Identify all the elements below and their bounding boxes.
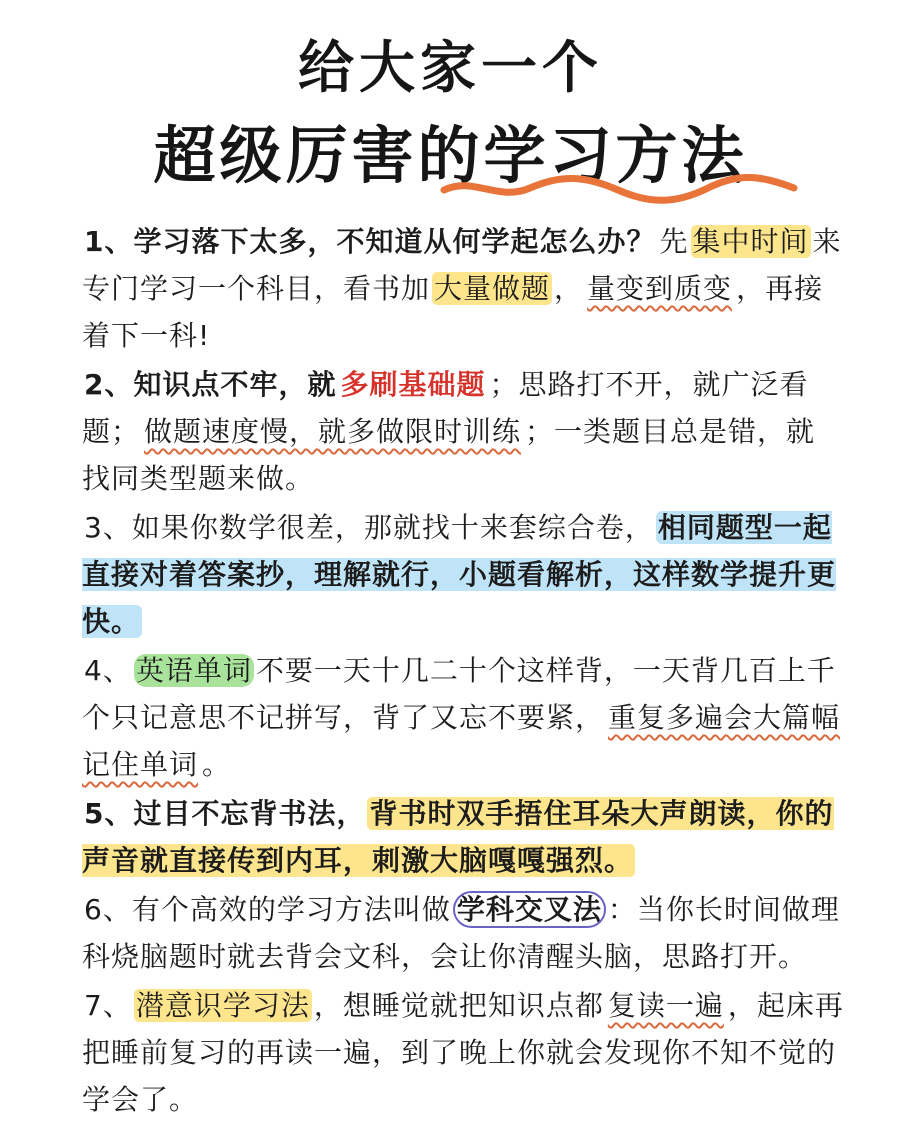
tip-segment: ，想睡觉就把知识点都 bbox=[313, 989, 604, 1022]
title-line-1: 给大家一个 bbox=[298, 36, 603, 101]
tip-segment: 重复多遍会大篇幅记住单词 bbox=[82, 701, 841, 781]
tip-segment: 6、有个高效的学习方法叫做 bbox=[84, 893, 451, 926]
tip-segment: ：当你长时间做理科烧脑题时就去背会文科，会让你清醒头脑，思路打开。 bbox=[82, 893, 840, 973]
tip-segment: ，再接着下一科! bbox=[82, 272, 824, 352]
tip-segment: 先 bbox=[659, 225, 689, 258]
tip-segment: ， bbox=[554, 272, 584, 305]
tip-segment: 1、学习落下太多，不知道从何学起怎么办？ bbox=[84, 225, 656, 258]
tip-segment: 量变到质变 bbox=[587, 272, 733, 305]
tips-list bbox=[82, 218, 844, 1125]
tip-6 bbox=[82, 886, 844, 980]
title-wave-path bbox=[444, 177, 794, 200]
tip-segment: ，起床再把睡前复习的再读一遍，到了晚上你就会发现你不知不觉的学会了。 bbox=[82, 989, 844, 1116]
tip-segment: 学科交叉法 bbox=[453, 891, 606, 928]
tip-segment: 。 bbox=[202, 748, 232, 781]
tip-2 bbox=[82, 361, 844, 502]
tip-segment: 2、知识点不牢，就 bbox=[84, 368, 337, 401]
tip-segment: 来专门学习一个科目，看书加 bbox=[82, 225, 842, 305]
tip-segment: 做题速度慢，就多做限时训练 bbox=[144, 415, 522, 448]
tip-segment: ；思路打不开，就广泛看题； bbox=[82, 368, 809, 448]
tip-segment: 3、如果你数学很差，那就找十来套综合卷， bbox=[84, 511, 654, 544]
tip-segment: 英语单词 bbox=[135, 654, 252, 687]
title-line-2: 超级厉害的学习方法 bbox=[153, 119, 748, 192]
tip-segment: 4、 bbox=[84, 654, 132, 687]
tip-segment: 背书时双手捂住耳朵大声朗读，你的声音就直接传到内耳，刺激大脑嘎嘎强烈。 bbox=[82, 797, 834, 877]
title-wavy-underline bbox=[440, 168, 800, 208]
tip-5 bbox=[82, 790, 844, 884]
tip-segment: 多刷基础题 bbox=[340, 368, 486, 401]
tip-7 bbox=[82, 982, 844, 1123]
tip-segment: 潜意识学习法 bbox=[135, 989, 310, 1022]
tip-4 bbox=[82, 647, 844, 788]
tip-segment: 复读一遍 bbox=[607, 989, 724, 1022]
tip-segment: 相同题型一起直接对着答案抄，理解就行，小题看解析，这样数学提升更快。 bbox=[82, 511, 837, 638]
tip-segment: ；一类题目总是错，就找同类型题来做。 bbox=[82, 415, 816, 495]
tip-segment: 大量做题 bbox=[434, 272, 551, 305]
tip-1 bbox=[82, 218, 844, 359]
tip-segment: 7、 bbox=[84, 989, 132, 1022]
tip-segment: 集中时间 bbox=[692, 225, 809, 258]
tip-segment: 不要一天十几二十个这样背，一天背几百上千个只记意思不记拼写，背了又忘不要紧， bbox=[82, 654, 836, 734]
tip-segment: 5、过目不忘背书法， bbox=[84, 797, 366, 830]
tip-3 bbox=[82, 504, 844, 645]
